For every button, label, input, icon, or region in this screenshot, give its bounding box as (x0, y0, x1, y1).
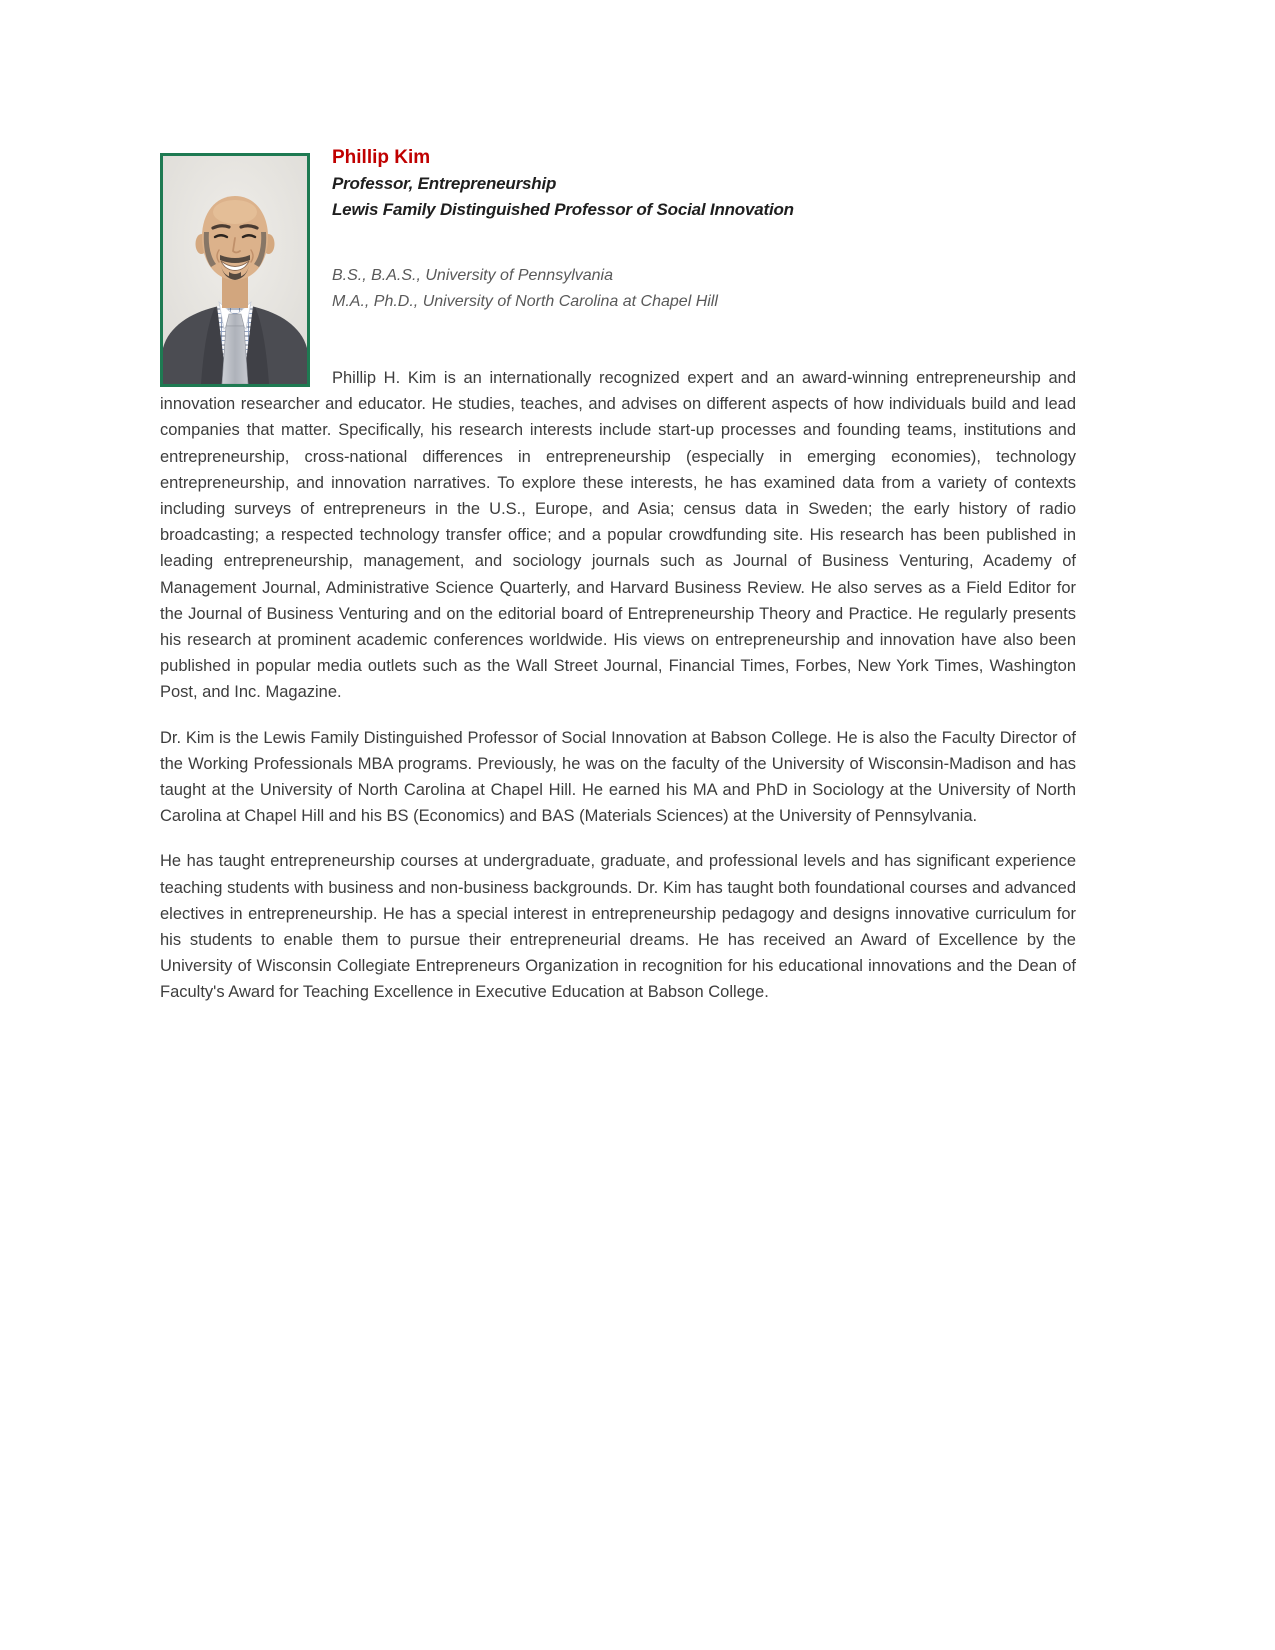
bio-paragraph-2: Dr. Kim is the Lewis Family Distinguished Professor of Social Innovation at Babson College. He is also the Faculty Director of the Working Professionals MBA programs. Previously, he was on the faculty of the University of Wisconsin-Madison and has taught at the University of North Carolina at Chapel Hill. He earned his MA and PhD in Sociology at the University of North Carolina at Chapel Hill and his BS (Economics) and BAS (Materials Sciences) at the University of Pennsylvania. (160, 728, 1076, 826)
profile-title-primary: Professor, Entrepreneurship (332, 174, 557, 193)
profile-photo (160, 153, 310, 387)
bio-paragraph-1: Phillip H. Kim is an internationally recognized expert and an award-winning entrepreneurship and innovation researcher and educator. He studies, teaches, and advises on different aspects of how individuals build and lead companies that matter. Specifically, his research interests include start-up processes and founding teams, institutions and entrepreneurship, cross-national differences in entrepreneurship (especially in emerging economies), technology entrepreneurship, and innovation narratives. To explore these interests, he has examined data from a variety of contexts including surveys of entrepreneurs in the U.S., Europe, and Asia; census data in Sweden; the early history of radio broadcasting; a respected technology transfer office; and a popular crowdfunding site. His research has been published in leading entrepreneurship, management, and sociology journals such as Journal of Business Venturing, Academy of Management Journal, Administrative Science Quarterly, and Harvard Business Review. He also serves as a Field Editor for the Journal of Business Venturing and on the editorial board of Entrepreneurship Theory and Practice. He regularly presents his research at prominent academic conferences worldwide. His views on entrepreneurship and innovation have also been published in popular media outlets such as the Wall Street Journal, Financial Times, Forbes, New York Times, Washington Post, and Inc. Magazine. (160, 369, 1076, 702)
portrait-illustration (163, 156, 307, 384)
profile-name: Phillip Kim (332, 147, 431, 168)
credential-penn: B.S., B.A.S., University of Pennsylvania (332, 267, 614, 284)
bio-paragraph-3: He has taught entrepreneurship courses at undergraduate, graduate, and professional levels and has significant experience teaching students with business and non-business backgrounds. Dr. Kim has taught both foundational courses and advanced electives in entrepreneurship. He has a special interest in entrepreneurship pedagogy and designs innovative curriculum for his students to enable them to pursue their entrepreneurial dreams. He has received an Award of Excellence by the University of Wisconsin Collegiate Entrepreneurs Organization in recognition for his educational innovations and the Dean of Faculty's Award for Teaching Excellence in Executive Education at Babson College. (160, 852, 1076, 1002)
profile-title-secondary: Lewis Family Distinguished Professor of Social Innovation (332, 200, 794, 219)
bio-content (160, 0, 1076, 1006)
credential-unc: M.A., Ph.D., University of North Carolina at Chapel Hill (332, 293, 718, 310)
